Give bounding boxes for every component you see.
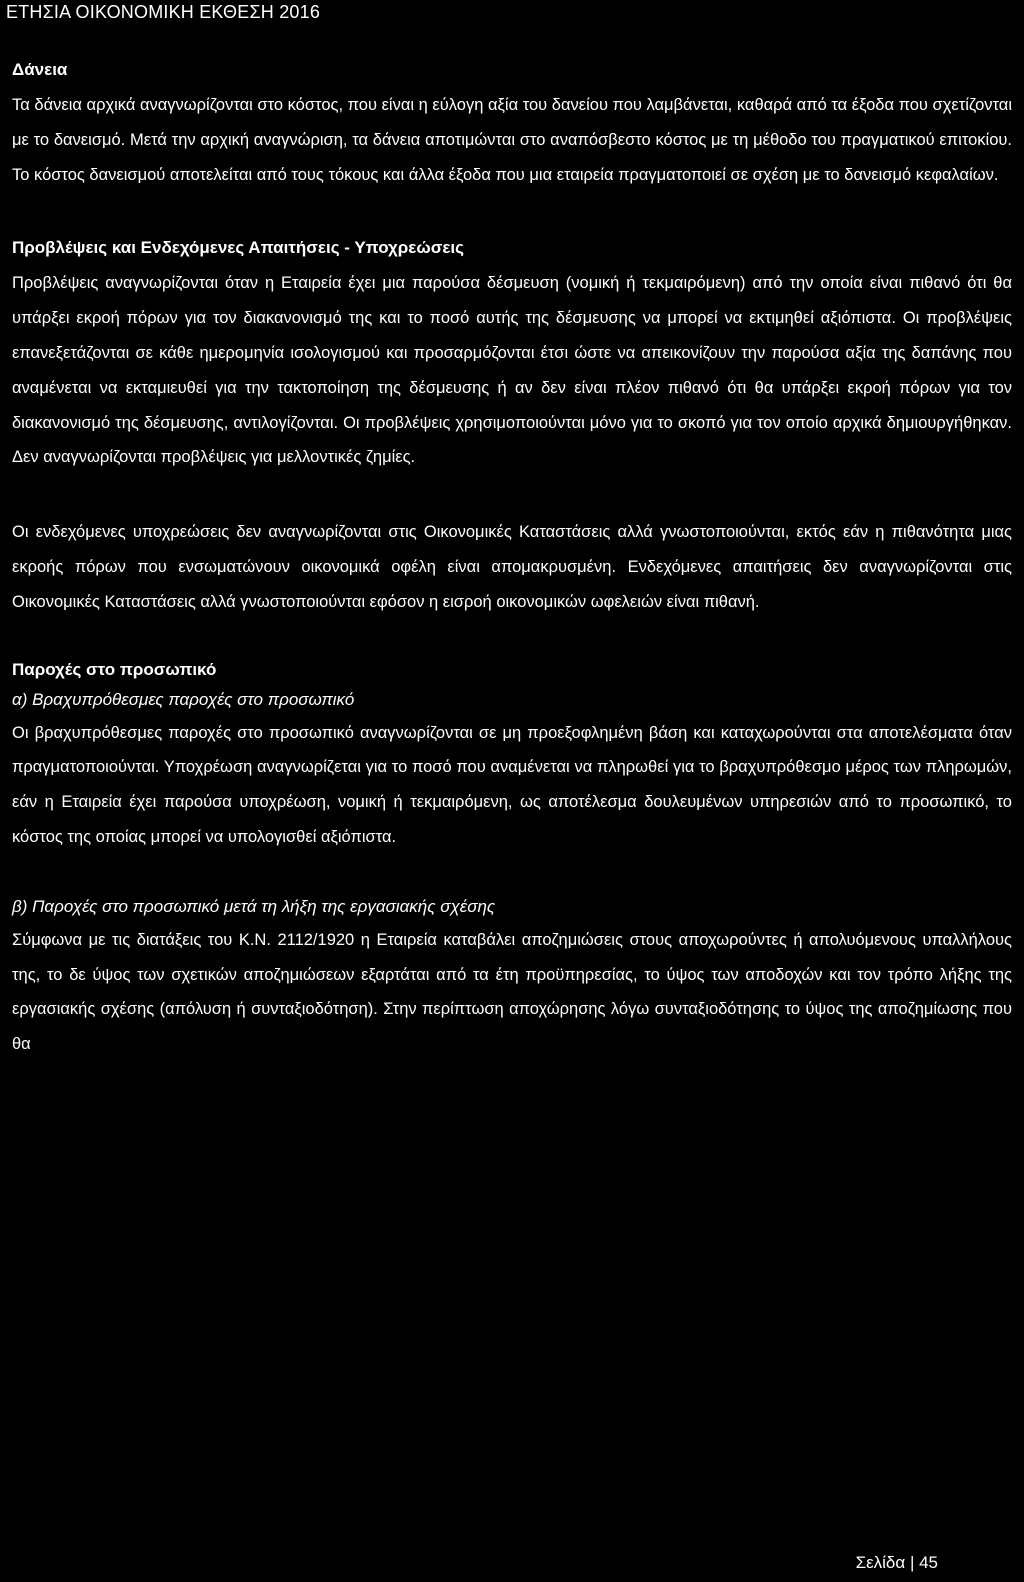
- section-heading-loans: Δάνεια: [12, 60, 68, 79]
- section-loans: [12, 58, 1012, 192]
- page-number: Σελίδα | 45: [855, 1553, 938, 1572]
- subheading-short-term-benefits: α) Βραχυπρόθεσμες παροχές στο προσωπικό: [12, 689, 355, 709]
- section-employee-benefits: [12, 658, 1012, 1062]
- paragraph-post-employment-benefits: Σύμφωνα με τις διατάξεις του Κ.Ν. 2112/1920 η Εταιρεία καταβάλει αποζημιώσεις στους αποχωρούντες ή απολυόμενους υπαλλήλους της, το δε ύψος των σχετικών αποζημιώσεων εξαρτάται από τα έτη προϋπηρεσίας, το ύψος των αποδοχών και τον τρόπο λήξης της εργασιακής σχέσης (απόλυση ή συνταξιοδότηση). Στην περίπτωση αποχώρησης λόγω συνταξιοδότησης το ύψος της αποζημίωσης που θα: [12, 930, 1012, 1054]
- paragraph-provisions-1: Προβλέψεις αναγνωρίζονται όταν η Εταιρεία έχει μια παρούσα δέσμευση (νομική ή τεκμαιρόμενη) από την οποία είναι πιθανό ότι θα υπάρξει εκροή πόρων για τον διακανονισμό της και το ποσό αυτής της δέσμευσης να μπορεί να εκτιμηθεί αξιόπιστα. Οι προβλέψεις επανεξετάζονται σε κάθε ημερομηνία ισολογισμού και προσαρμόζονται έτσι ώστε να απεικονίζουν την παρούσα αξία της δαπάνης που αναμένεται να εκταμιευθεί για την τακτοποίηση της δέσμευσης ή αν δεν είναι πλέον πιθανό ότι θα υπάρξει εκροή πόρων για τον διακανονισμό της δέσμευσης, αντιλογίζονται. Οι προβλέψεις χρησιμοποιούνται μόνο για το σκοπό για τον οποίο αρχικά δημιουργήθηκαν. Δεν αναγνωρίζονται προβλέψεις για μελλοντικές ζημίες.: [12, 274, 1012, 467]
- section-provisions: [12, 236, 1012, 619]
- document-body: [12, 58, 1012, 1062]
- paragraph-provisions-2: Οι ενδεχόμενες υποχρεώσεις δεν αναγνωρίζονται στις Οικονομικές Καταστάσεις αλλά γνωστοποιούνται, εκτός εάν η πιθανότητα μιας εκροής πόρων που ενσωματώνουν οικονομικά οφέλη είναι απομακρυσμένη. Ενδεχόμενες απαιτήσεις δεν αναγνωρίζονται στις Οικονομικές Καταστάσεις αλλά γνωστοποιούνται εφόσον η εισροή οικονομικών ωφελειών είναι πιθανή.: [12, 523, 1012, 611]
- subheading-post-employment-benefits: β) Παροχές στο προσωπικό μετά τη λήξη της εργασιακής σχέσης: [12, 896, 496, 916]
- paragraph-loans: Τα δάνεια αρχικά αναγνωρίζονται στο κόστος, που είναι η εύλογη αξία του δανείου που λαμβάνεται, καθαρά από τα έξοδα που σχετίζονται με το δανεισμό. Μετά την αρχική αναγνώριση, τα δάνεια αποτιμώνται στο αναπόσβεστο κόστος με τη μέθοδο του πραγματικού επιτοκίου. Το κόστος δανεισμού αποτελείται από τους τόκους και άλλα έξοδα που μια εταιρεία πραγματοποιεί σε σχέση με το δανεισμό κεφαλαίων.: [12, 96, 1012, 184]
- section-heading-employee-benefits: Παροχές στο προσωπικό: [12, 659, 217, 679]
- document-header-title: ΕΤΗΣΙΑ ΟΙΚΟΝΟΜΙΚΗ ΕΚΘΕΣΗ 2016: [6, 2, 321, 22]
- section-heading-provisions: Προβλέψεις και Ενδεχόμενες Απαιτήσεις - Υποχρεώσεις: [12, 238, 464, 258]
- paragraph-short-term-benefits: Οι βραχυπρόθεσμες παροχές στο προσωπικό αναγνωρίζονται σε μη προεξοφλημένη βάση και καταχωρούνται στα αποτελέσματα όταν πραγματοποιούνται. Υποχρέωση αναγνωρίζεται για το ποσό που αναμένεται να πληρωθεί για το βραχυπρόθεσμο μέρος των πληρωμών, εάν η Εταιρεία έχει παρούσα υποχρέωση, νομική ή τεκμαιρόμενη, ως αποτέλεσμα δουλευμένων υπηρεσιών από το προσωπικό, το κόστος της οποίας μπορεί να υπολογισθεί αξιόπιστα.: [12, 723, 1012, 846]
